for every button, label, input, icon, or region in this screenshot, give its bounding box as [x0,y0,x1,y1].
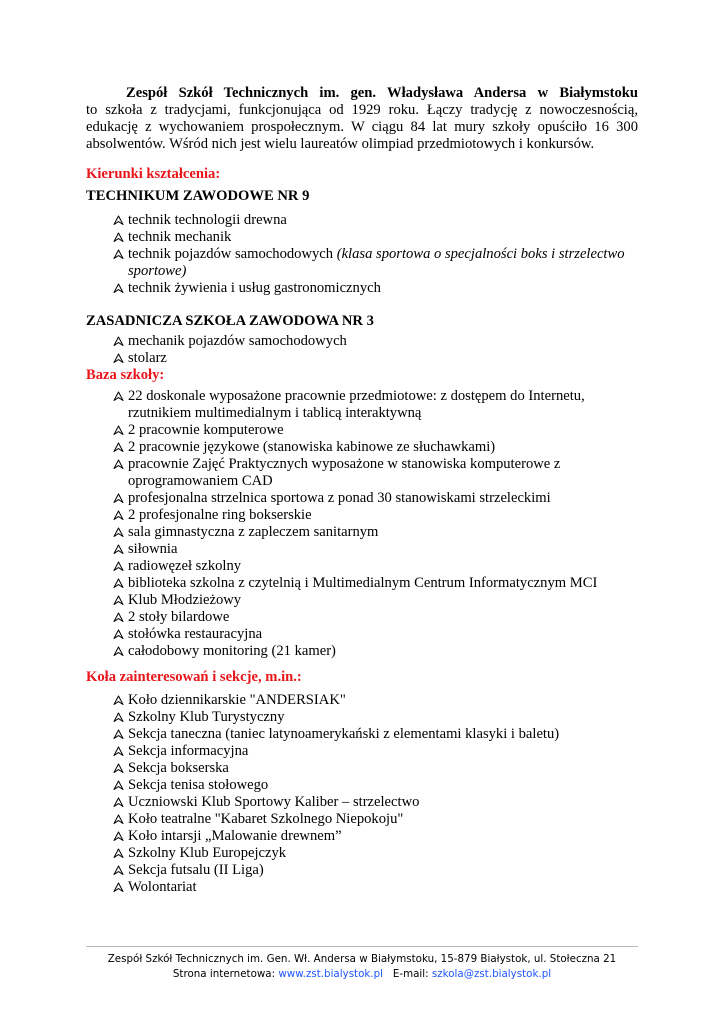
intro-paragraph [86,85,638,153]
arrow-bullet-icon [113,280,125,300]
list-item [113,609,638,626]
list-item-text: 22 doskonale wyposażone pracownie przedmiotowe: z dostępem do Internetu, rzutnikiem multimedialnym i tablicą interaktywną [128,388,585,421]
list-item [113,811,638,828]
list-item-text: Szkolny Klub Turystyczny [128,709,285,725]
kola-list [86,692,638,896]
list-item [113,350,638,367]
list-item [113,794,638,811]
arrow-bullet-icon [113,456,125,476]
list-item-text: biblioteka szkolna z czytelnią i Multimedialnym Centrum Informatycznym MCI [128,575,598,591]
baza-heading: Baza szkoły: [86,367,165,383]
list-item-text: technik technologii drewna [128,212,287,228]
arrow-bullet-icon [113,246,125,266]
list-item-note: (klasa sportowa o specjalności boks i strzelectwo sportowe) [128,246,625,279]
footer-contact [86,967,638,982]
kola-heading: Koła zainteresowań i sekcje, m.in.: [86,669,302,685]
list-item [113,490,638,507]
list-item [113,439,638,456]
website-link[interactable]: www.zst.bialystok.pl [278,968,384,980]
list-item-text: profesjonalna strzelnica sportowa z ponad 30 stanowiskami strzeleckimi [128,490,551,506]
list-item-text: pracownie Zajęć Praktycznych wyposażone w stanowiska komputerowe z oprogramowaniem CAD [128,456,561,489]
arrow-bullet-icon [113,388,125,408]
list-item [113,828,638,845]
zasadnicza-list [86,333,638,367]
list-item-text: technik pojazdów samochodowych [128,246,337,262]
list-item-text: radiowęzeł szkolny [128,558,242,574]
intro-school-name: Zespół Szkół Technicznych im. gen. Władysława Andersa w Białymstoku [126,85,638,101]
list-item-text: Koło intarsji „Malowanie drewnem” [128,828,342,844]
list-item-text: 2 stoły bilardowe [128,609,230,625]
list-item [113,879,638,896]
list-item [113,229,638,246]
list-item-text: technik mechanik [128,229,232,245]
list-item [113,246,638,280]
list-item [113,726,638,743]
list-item-text: stolarz [128,350,167,366]
list-item [113,541,638,558]
baza-list [86,388,638,660]
list-item [113,456,638,490]
arrow-bullet-icon [113,350,125,370]
intro-text: to szkoła z tradycjami, funkcjonująca od 1929 roku. Łączy tradycję z nowoczesnością, edukację z wychowaniem prospołecznym. W ciągu 84 lat mury szkoły opuściło 16 300 absolwentów. Wśród nich jest wielu laureatów olimpiad przedmiotowych i konkursów. [86,102,638,152]
list-item [113,388,638,422]
list-item-text: technik żywienia i usług gastronomicznych [128,280,381,296]
arrow-bullet-icon [113,879,125,899]
list-item [113,575,638,592]
technikum-list [86,212,638,297]
list-item-text: 2 pracownie komputerowe [128,422,284,438]
list-item-text: Koło dziennikarskie "ANDERSIAK" [128,692,346,708]
footer-website-label: Strona internetowa: [172,968,279,980]
technikum-title: TECHNIKUM ZAWODOWE NR 9 [86,188,310,204]
list-item [113,643,638,660]
list-item [113,592,638,609]
list-item [113,212,638,229]
footer-email-label: E-mail: [383,968,432,980]
kierunki-heading: Kierunki kształcenia: [86,166,221,182]
list-item-text: Sekcja tenisa stołowego [128,777,269,793]
list-item [113,777,638,794]
list-item-text: Szkolny Klub Europejczyk [128,845,287,861]
list-item [113,280,638,297]
list-item-text: całodobowy monitoring (21 kamer) [128,643,336,659]
page-footer [86,946,638,982]
list-item [113,524,638,541]
list-item [113,626,638,643]
list-item-text: mechanik pojazdów samochodowych [128,333,347,349]
list-item-text: 2 profesjonalne ring bokserskie [128,507,312,523]
list-item-text: Koło teatralne "Kabaret Szkolnego Niepokoju" [128,811,404,827]
list-item-text: Sekcja informacyjna [128,743,249,759]
list-item-text: sala gimnastyczna z zapleczem sanitarnym [128,524,379,540]
list-item-text: stołówka restauracyjna [128,626,263,642]
email-link[interactable]: szkola@zst.bialystok.pl [431,968,552,980]
list-item [113,862,638,879]
list-item [113,507,638,524]
list-item [113,422,638,439]
list-item-text: Wolontariat [128,879,197,895]
list-item [113,692,638,709]
list-item-text: Sekcja bokserska [128,760,229,776]
list-item [113,333,638,350]
document-page [86,85,638,896]
zasadnicza-title: ZASADNICZA SZKOŁA ZAWODOWA NR 3 [86,313,374,329]
list-item-text: Uczniowski Klub Sportowy Kaliber – strzelectwo [128,794,420,810]
list-item [113,558,638,575]
list-item [113,760,638,777]
list-item-text: Sekcja futsalu (II Liga) [128,862,264,878]
footer-address: Zespół Szkół Technicznych im. Gen. Wł. Andersa w Białymstoku, 15-879 Białystok, ul. Stołeczna 21 [107,953,617,965]
list-item [113,743,638,760]
list-item-text: Klub Młodzieżowy [128,592,242,608]
list-item-text: 2 pracownie językowe (stanowiska kabinowe ze słuchawkami) [128,439,496,455]
list-item-text: Sekcja taneczna (taniec latynoamerykański z elementami klasyki i baletu) [128,726,560,742]
list-item [113,845,638,862]
list-item-text: siłownia [128,541,178,557]
arrow-bullet-icon [113,643,125,663]
list-item [113,709,638,726]
